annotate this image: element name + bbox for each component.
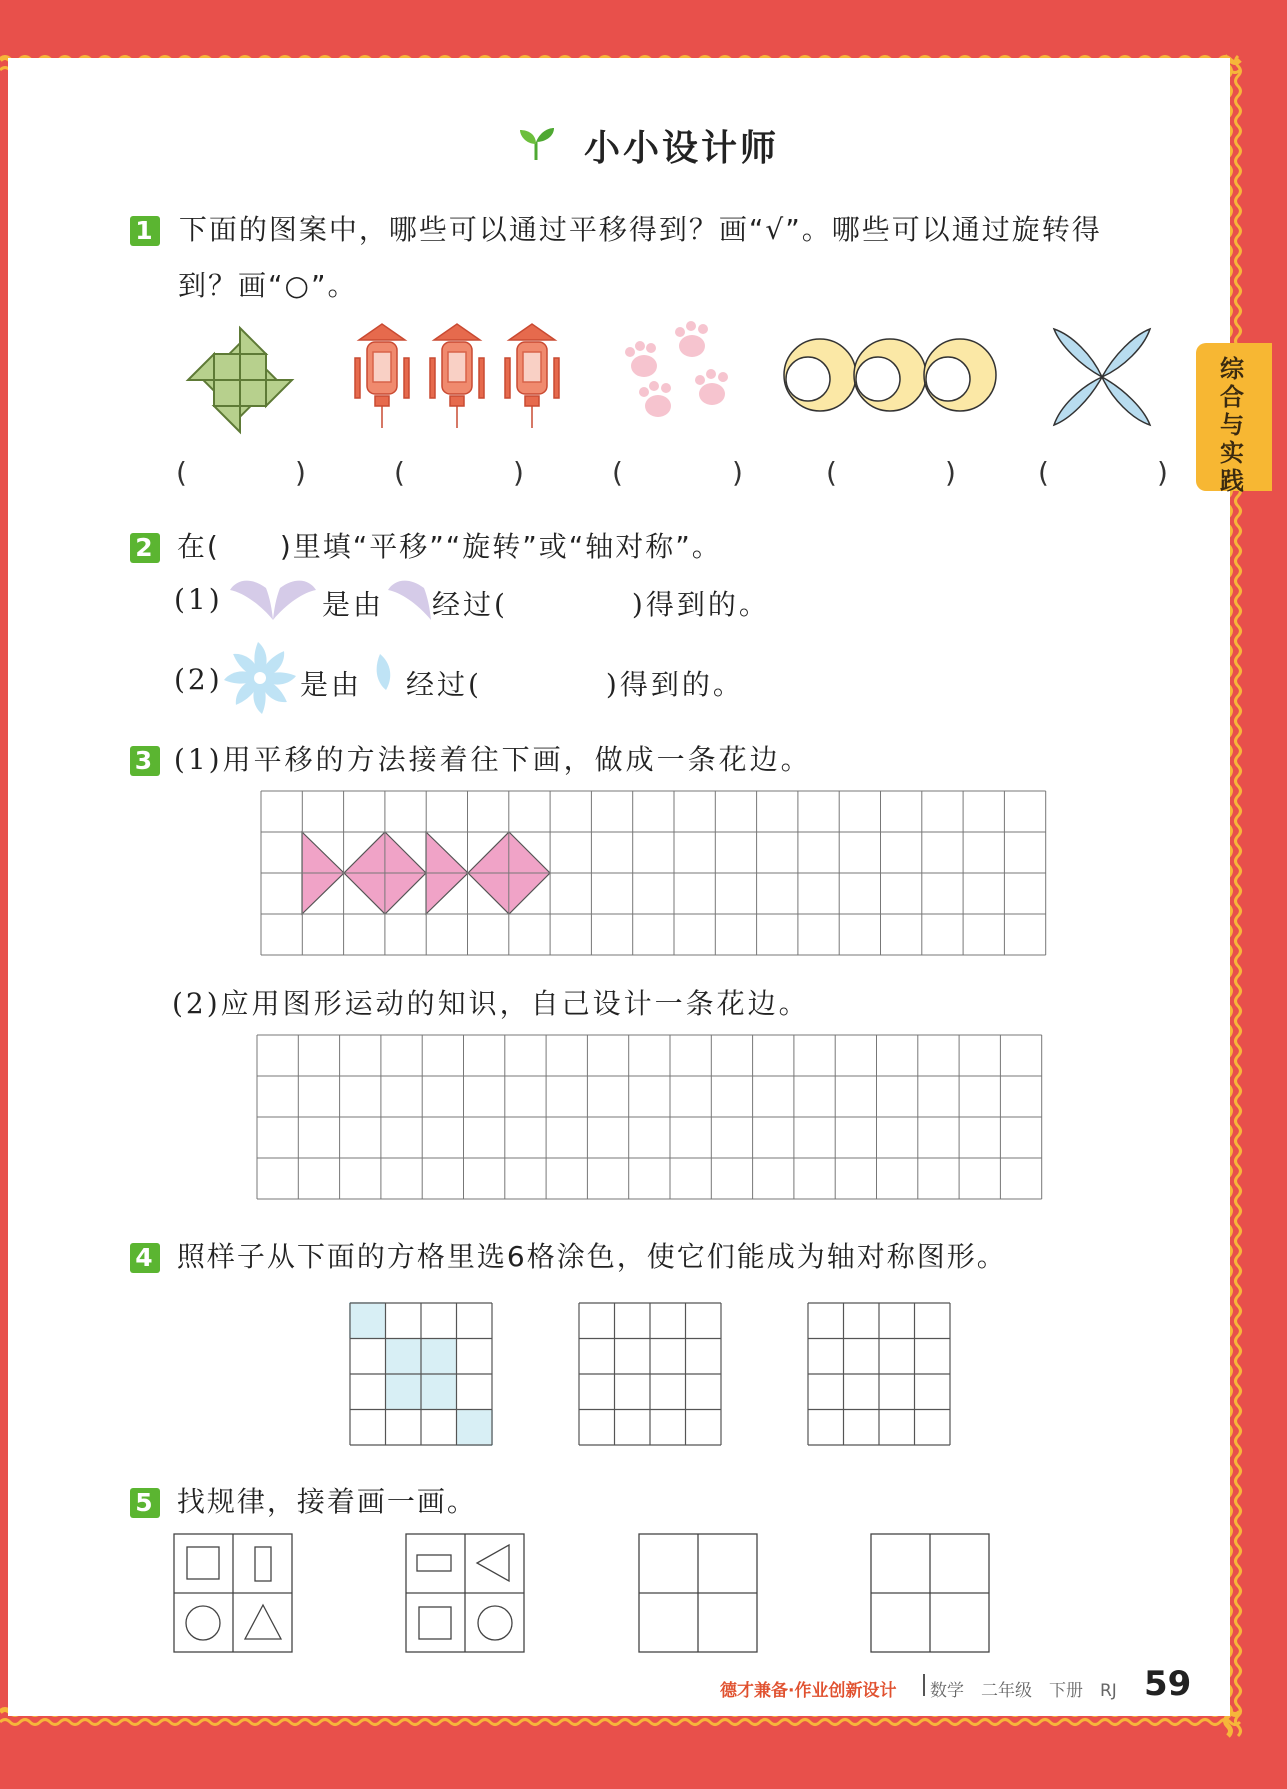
q2-sub2-mid: 是由 bbox=[300, 668, 363, 701]
footer-brand: 德才兼备·作业创新设计 bbox=[720, 1681, 897, 1701]
q5-badge: 5 bbox=[130, 1488, 160, 1518]
q1-blank-5-open: ( bbox=[1038, 456, 1049, 489]
crescent-row-image bbox=[780, 335, 1000, 415]
q1-blank-2-open: ( bbox=[394, 456, 405, 489]
q1-text-line1: 1 下面的图案中，哪些可以通过平移得到？画“√”。哪些可以通过旋转得 bbox=[130, 208, 1102, 248]
leaf-pair-image bbox=[230, 574, 316, 622]
single-petal-image bbox=[372, 652, 396, 692]
footer-divider bbox=[923, 1674, 925, 1696]
footer-subject: 数学 二年级 下册 RJ bbox=[930, 1681, 1117, 1701]
q1-badge: 1 bbox=[130, 216, 160, 246]
page-number: 59 bbox=[1144, 1664, 1192, 1704]
q2-badge: 2 bbox=[130, 533, 160, 563]
q1-blank-4-open: ( bbox=[826, 456, 837, 489]
q3-text2: (2)应用图形运动的知识，自己设计一条花边。 bbox=[172, 987, 810, 1020]
q1-blank-1-open: ( bbox=[176, 456, 187, 489]
q5-text: 5 找规律，接着画一画。 bbox=[130, 1480, 477, 1520]
side-tab bbox=[1196, 343, 1272, 495]
pinwheel-flower-image bbox=[222, 640, 298, 716]
pinwheel-pattern-image bbox=[180, 320, 300, 440]
q3-badge: 3 bbox=[130, 746, 160, 776]
q2-sub1-mid: 是由 bbox=[322, 588, 385, 621]
q3-grid-with-pattern bbox=[260, 790, 1047, 958]
q5-pattern-2 bbox=[405, 1533, 525, 1653]
four-petal-image bbox=[1050, 325, 1155, 430]
sprout-icon bbox=[516, 124, 556, 162]
single-leaf-image bbox=[388, 574, 432, 622]
side-tab-label: 综合与实践 bbox=[1220, 355, 1244, 495]
q5-blank-1 bbox=[638, 1533, 758, 1653]
q4-badge: 4 bbox=[130, 1243, 160, 1273]
q2-sub1-label: (1) bbox=[174, 583, 223, 616]
q4-example-grid bbox=[349, 1302, 493, 1446]
q5-blank-2 bbox=[870, 1533, 990, 1653]
q2-sub2-end: 经过( )得到的。 bbox=[406, 668, 744, 701]
q5-pattern-1 bbox=[173, 1533, 293, 1653]
q1-blank-4-close: ) bbox=[945, 456, 956, 489]
q1-blank-1-close: ) bbox=[295, 456, 306, 489]
page-title: 小小设计师 bbox=[584, 128, 780, 169]
paw-prints-image bbox=[620, 320, 735, 425]
lantern-row-image bbox=[345, 318, 570, 430]
q2-text: 2 在( )里填“平移”“旋转”或“轴对称”。 bbox=[130, 525, 722, 565]
q4-text: 4 照样子从下面的方格里选6格涂色，使它们能成为轴对称图形。 bbox=[130, 1235, 1007, 1275]
q3-blank-grid bbox=[256, 1034, 1043, 1202]
q4-blank-grid-1 bbox=[578, 1302, 722, 1446]
q4-blank-grid-2 bbox=[807, 1302, 951, 1446]
q1-text-line2: 到？画“○”。 bbox=[178, 269, 358, 302]
q1-blank-3-open: ( bbox=[612, 456, 623, 489]
q1-blank-2-close: ) bbox=[513, 456, 524, 489]
q2-sub2-label: (2) bbox=[174, 663, 223, 696]
q1-blank-5-close: ) bbox=[1157, 456, 1168, 489]
q2-sub1-end: 经过( )得到的。 bbox=[432, 588, 770, 621]
q3-text1: 3 (1)用平移的方法接着往下画，做成一条花边。 bbox=[130, 738, 812, 778]
q1-blank-3-close: ) bbox=[732, 456, 743, 489]
